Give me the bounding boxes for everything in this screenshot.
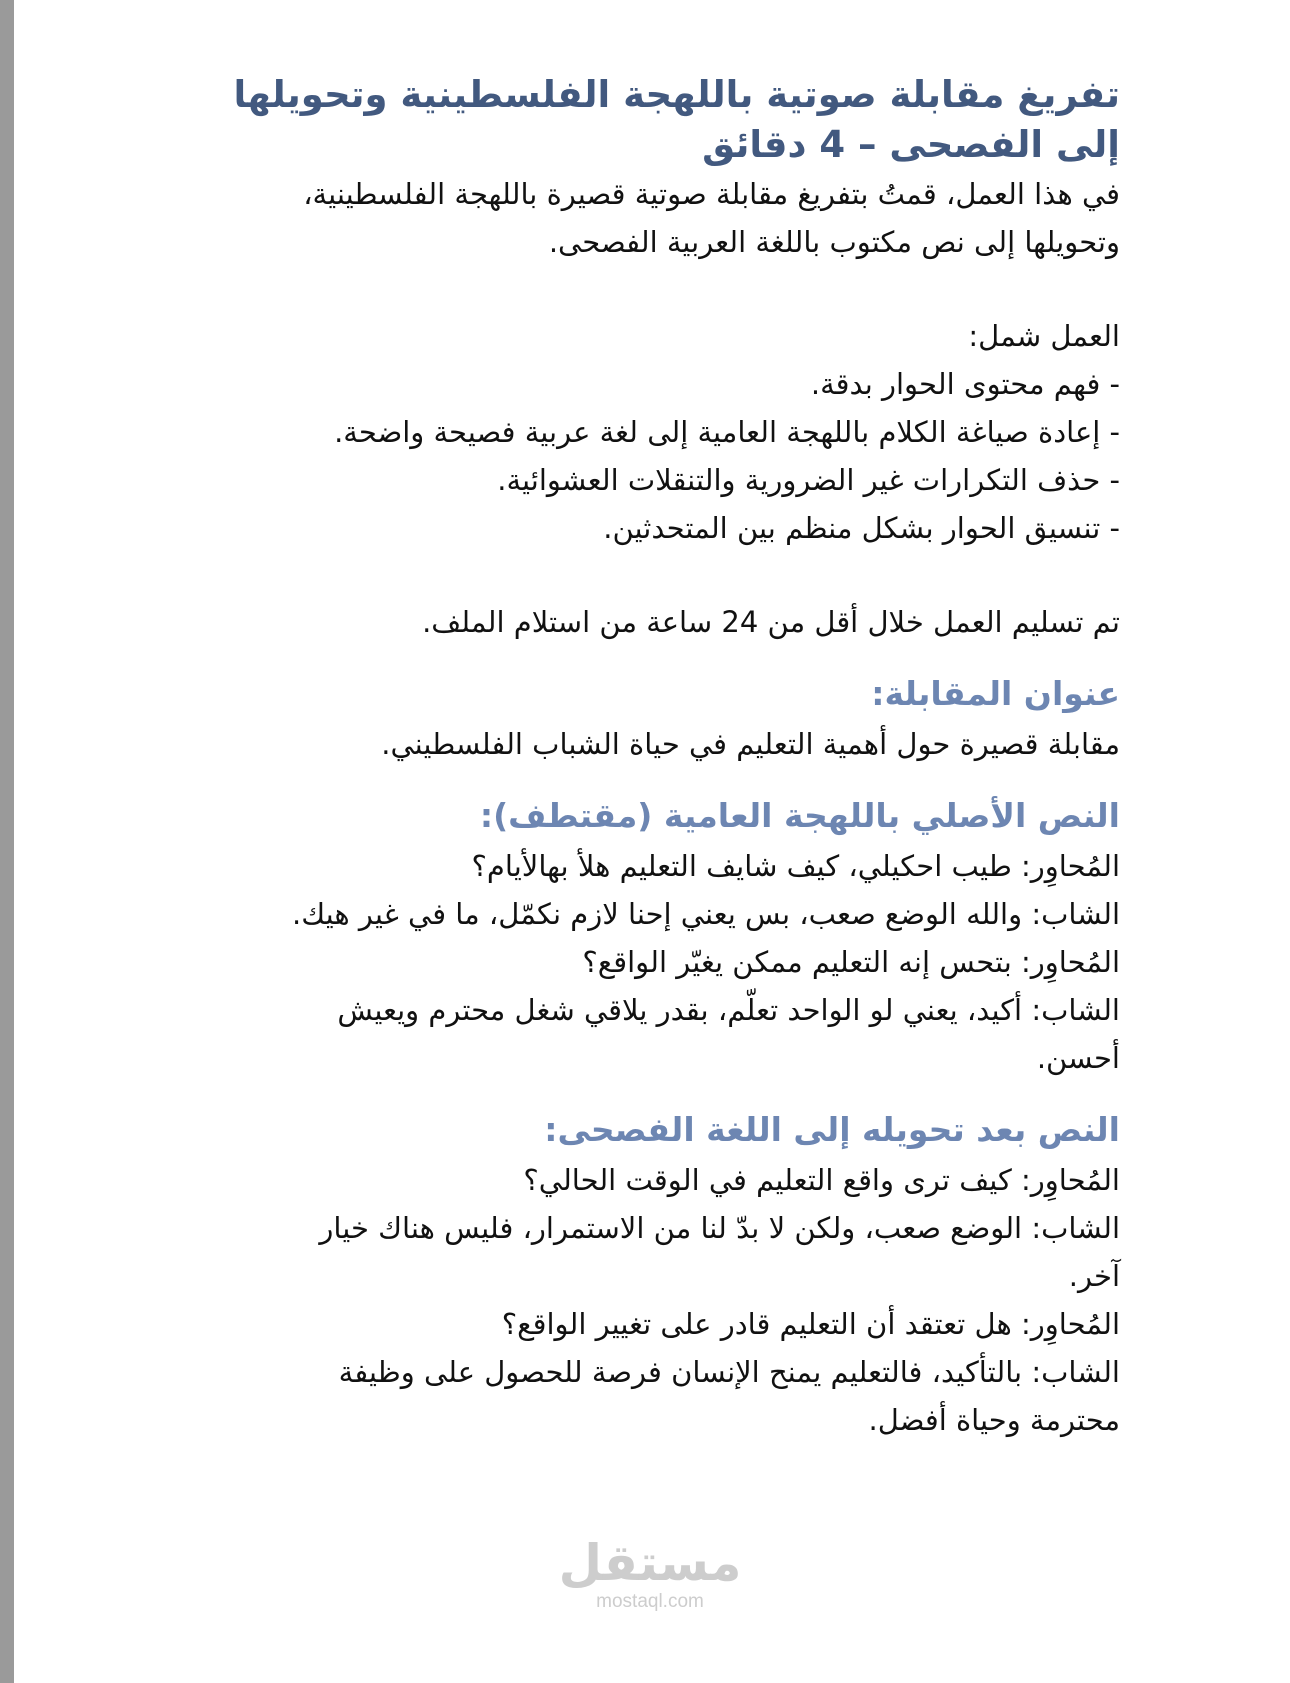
document-title xyxy=(190,70,1120,170)
delivery-note: تم تسليم العمل خلال أقل من 24 ساعة من استلام الملف. xyxy=(422,605,1120,639)
watermark-logo: مستقل xyxy=(558,1534,742,1592)
list-item xyxy=(190,360,1120,408)
interview-title-heading: عنوان المقابلة: xyxy=(871,674,1120,713)
list-dash: - xyxy=(1109,463,1120,497)
list-dash: - xyxy=(1109,511,1120,545)
watermark-url: mostaql.com xyxy=(596,1591,704,1612)
intro-line-2: وتحويلها إلى نص مكتوب باللغة العربية الفصحى. xyxy=(548,225,1120,259)
dialogue-line: محترمة وحياة أفضل. xyxy=(868,1403,1120,1437)
list-item-text: حذف التكرارات غير الضرورية والتنقلات العشوائية. xyxy=(497,463,1101,497)
dialogue-line: المُحاوِر: طيب احكيلي، كيف شايف التعليم هلأ بهالأيام؟ xyxy=(471,849,1120,883)
list-item xyxy=(190,456,1120,504)
intro-line-1: في هذا العمل، قمتُ بتفريغ مقابلة صوتية قصيرة باللهجة الفلسطينية، xyxy=(303,177,1120,211)
interview-title-text: مقابلة قصيرة حول أهمية التعليم في حياة الشباب الفلسطيني. xyxy=(381,727,1120,761)
list-item xyxy=(190,504,1120,552)
list-item-text: إعادة صياغة الكلام باللهجة العامية إلى لغة عربية فصيحة واضحة. xyxy=(334,415,1101,449)
dialogue-line: آخر. xyxy=(1068,1259,1120,1293)
list-dash: - xyxy=(1109,367,1120,401)
dialogue-line: الشاب: أكيد، يعني لو الواحد تعلّم، بقدر يلاقي شغل محترم ويعيش xyxy=(337,993,1120,1027)
dialogue-line: الشاب: بالتأكيد، فالتعليم يمنح الإنسان فرصة للحصول على وظيفة xyxy=(338,1355,1120,1389)
dialogue-line: الشاب: الوضع صعب، ولكن لا بدّ لنا من الاستمرار، فليس هناك خيار xyxy=(319,1211,1120,1245)
dialogue-line: أحسن. xyxy=(1036,1041,1120,1075)
dialogue-line: الشاب: والله الوضع صعب، بس يعني إحنا لازم نكمّل، ما في غير هيك. xyxy=(291,897,1120,931)
original-text-heading: النص الأصلي باللهجة العامية (مقتطف): xyxy=(479,796,1120,835)
mostaql-watermark xyxy=(555,1535,745,1613)
list-item xyxy=(190,408,1120,456)
document-page xyxy=(190,70,1120,1444)
dialogue-line: المُحاوِر: هل تعتقد أن التعليم قادر على تغيير الواقع؟ xyxy=(501,1307,1120,1341)
title-line-1: تفريغ مقابلة صوتية باللهجة الفلسطينية وتحويلها xyxy=(233,73,1120,116)
original-text-block xyxy=(190,842,1120,1082)
scope-label: العمل شمل: xyxy=(968,319,1120,353)
list-dash: - xyxy=(1109,415,1120,449)
dialogue-line: المُحاوِر: كيف ترى واقع التعليم في الوقت الحالي؟ xyxy=(523,1163,1120,1197)
converted-text-block xyxy=(190,1156,1120,1444)
page-left-border xyxy=(0,0,14,1683)
scope-list xyxy=(190,360,1120,552)
converted-text-heading: النص بعد تحويله إلى اللغة الفصحى: xyxy=(544,1110,1120,1149)
title-line-2: إلى الفصحى – 4 دقائق xyxy=(702,123,1120,166)
list-item-text: فهم محتوى الحوار بدقة. xyxy=(810,367,1101,401)
intro-paragraph xyxy=(190,170,1120,266)
dialogue-line: المُحاوِر: بتحس إنه التعليم ممكن يغيّر الواقع؟ xyxy=(582,945,1120,979)
list-item-text: تنسيق الحوار بشكل منظم بين المتحدثين. xyxy=(603,511,1101,545)
